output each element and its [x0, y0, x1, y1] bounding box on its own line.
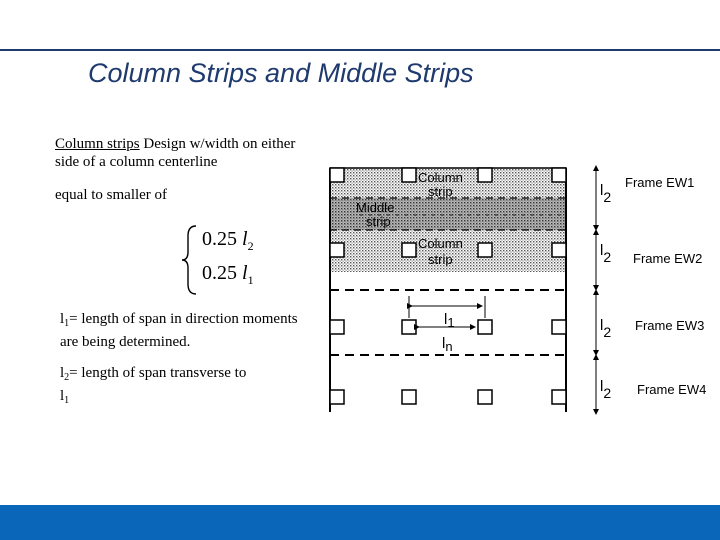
definition-l1 [60, 310, 310, 351]
frame-ew2-label: Frame EW2 [633, 251, 703, 266]
column-strip-bottom-label-1: Column [418, 236, 463, 251]
span-l1-label: l1 [444, 311, 455, 330]
def2-text: = length of span transverse to [69, 365, 247, 381]
eq2-coefficient: 0.25 [202, 262, 237, 284]
column-strips-term: Column strips [55, 136, 140, 152]
def2-tail-subscript: 1 [64, 395, 70, 406]
frame-ew1-label: Frame EW1 [625, 175, 695, 190]
width-equation [180, 224, 290, 300]
column-strips-definition: Design w/width on either side of a column centerline [55, 136, 296, 170]
column [478, 320, 492, 334]
definition-l2 [60, 364, 310, 410]
span-ln-label: ln [442, 335, 453, 354]
column [552, 390, 566, 404]
column [330, 168, 344, 182]
equation-line-2 [202, 262, 254, 288]
column [552, 168, 566, 182]
left-brace-icon [180, 224, 200, 296]
column [330, 243, 344, 257]
column [402, 168, 416, 182]
title-rule [0, 49, 720, 51]
frame-ew4-label: Frame EW4 [637, 382, 707, 397]
column [402, 243, 416, 257]
column [402, 390, 416, 404]
eq1-subscript: 2 [247, 239, 254, 253]
column [402, 320, 416, 334]
eq1-coefficient: 0.25 [202, 228, 237, 250]
column [478, 243, 492, 257]
column-strip-top-label-1: Column [418, 170, 463, 185]
page-title: Column Strips and Middle Strips [88, 58, 474, 88]
equation-line-1 [202, 228, 254, 254]
column [330, 390, 344, 404]
def2-subscript: 2 [64, 372, 70, 383]
l2-label-1: l2 [600, 182, 612, 205]
column [330, 320, 344, 334]
l2-label-3: l2 [600, 317, 612, 340]
middle-strip-label-2: strip [366, 214, 391, 229]
paragraph-column-strips [55, 135, 305, 171]
column-strip-top-label-2: strip [428, 184, 453, 199]
l2-label-2: l2 [600, 242, 612, 265]
footer-bar [0, 505, 720, 540]
column [478, 390, 492, 404]
def2-tail-variable: l [60, 388, 65, 404]
paragraph-equal-smaller: equal to smaller of [55, 187, 168, 203]
l2-label-4: l2 [600, 378, 612, 401]
column [552, 243, 566, 257]
column-strip-bottom-label-2: strip [428, 252, 453, 267]
eq2-variable: l [242, 262, 248, 284]
slab-strip-diagram [320, 160, 720, 420]
def1-variable: l [60, 311, 65, 327]
def2-variable: l [60, 365, 65, 381]
def1-text: = length of span in direction moments are being determined. [60, 311, 298, 350]
def1-subscript: 1 [64, 318, 70, 329]
eq2-subscript: 1 [247, 273, 254, 287]
middle-strip-label-1: Middle [356, 200, 395, 215]
column [552, 320, 566, 334]
column [478, 168, 492, 182]
frame-ew3-label: Frame EW3 [635, 318, 705, 333]
eq1-variable: l [242, 228, 248, 250]
